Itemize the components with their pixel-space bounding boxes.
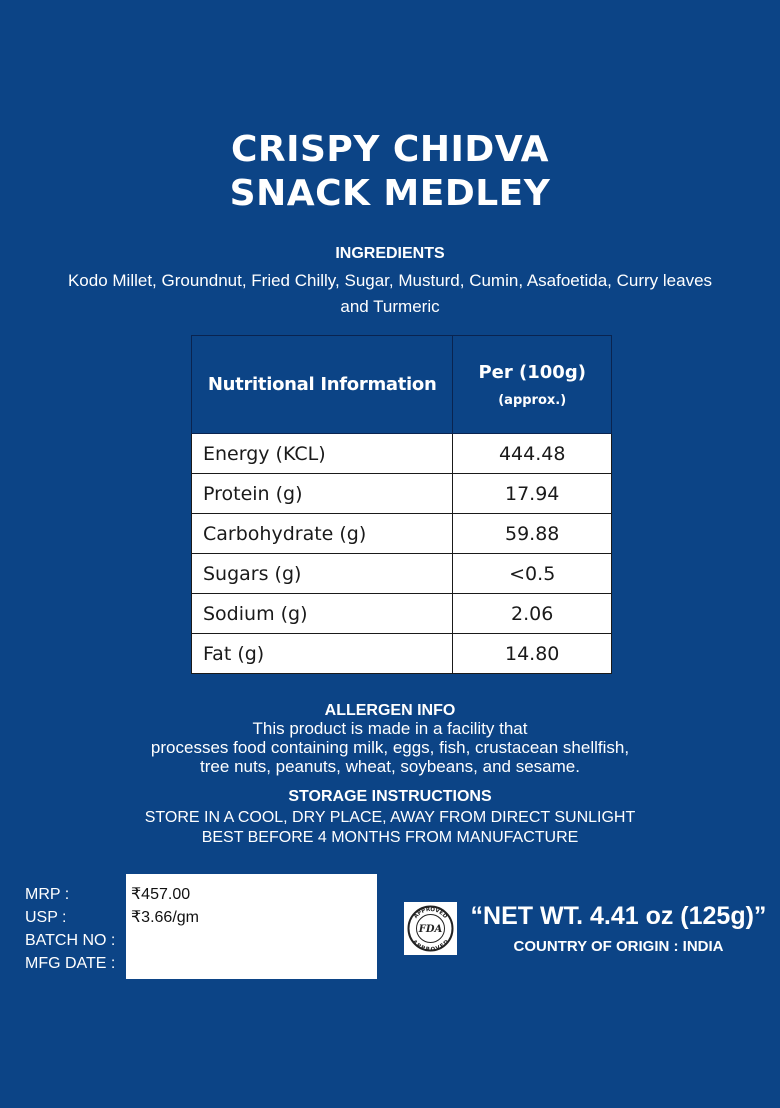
nutrition-row-fat: [192, 634, 612, 674]
nutrition-header-row: [192, 336, 612, 434]
nutrition-header-per: [453, 336, 612, 434]
ingredients-text: Kodo Millet, Groundnut, Fried Chilly, Sugar, Musturd, Cumin, Asafoetida, Curry leaves and Turmeric: [67, 271, 713, 316]
product-title-line2: SNACK MEDLEY: [229, 173, 551, 214]
allergen-line: tree nuts, peanuts, wheat, soybeans, and sesame.: [200, 757, 580, 776]
net-weight: “NET WT. 4.41 oz (125g)”: [470, 902, 767, 930]
mrp-value: ₹457.00: [131, 886, 191, 903]
nutrition-row-energy: [192, 434, 612, 474]
nutrient-name: Carbohydrate (g): [192, 514, 453, 554]
price-labels: [25, 883, 115, 975]
batch-label: BATCH NO :: [25, 932, 116, 949]
allergen-heading: ALLERGEN INFO: [324, 702, 456, 719]
approx-label: (approx.): [498, 392, 567, 408]
nutrient-value: 2.06: [453, 594, 612, 634]
nutrition-row-carbohydrate: [192, 514, 612, 554]
allergen-line: processes food containing milk, eggs, fish, crustacean shellfish,: [150, 738, 630, 757]
mrp-label: MRP :: [25, 886, 70, 903]
fda-approved-icon: [404, 902, 457, 955]
badge-top-text: APPROVED: [412, 906, 449, 920]
badge-bottom-text: APPROVED: [410, 939, 451, 954]
per-100g-label: Per (100g): [478, 361, 586, 383]
badge-center-text: FDA: [418, 924, 443, 935]
allergen-line: This product is made in a facility that: [252, 719, 528, 738]
storage-heading: STORAGE INSTRUCTIONS: [288, 788, 492, 805]
nutrient-name: Fat (g): [192, 634, 453, 674]
storage-line: STORE IN A COOL, DRY PLACE, AWAY FROM DIRECT SUNLIGHT: [144, 809, 636, 826]
price-box: [126, 874, 377, 979]
product-title-line1: CRISPY CHIDVA: [230, 129, 550, 170]
nutrient-value: 17.94: [453, 474, 612, 514]
product-title: [0, 128, 780, 216]
usp-label: USP :: [25, 909, 67, 926]
nutrient-value: 59.88: [453, 514, 612, 554]
storage-line: BEST BEFORE 4 MONTHS FROM MANUFACTURE: [201, 829, 579, 846]
country-of-origin: COUNTRY OF ORIGIN : INDIA: [513, 938, 724, 955]
nutrient-name: Energy (KCL): [192, 434, 453, 474]
nutrition-table: [191, 335, 612, 674]
nutrition-row-protein: [192, 474, 612, 514]
nutrient-value: 444.48: [453, 434, 612, 474]
storage-text: [60, 808, 720, 848]
nutrition-row-sodium: [192, 594, 612, 634]
allergen-text: [60, 719, 720, 776]
nutrient-value: <0.5: [453, 554, 612, 594]
nutrient-name: Protein (g): [192, 474, 453, 514]
mfg-date-label: MFG DATE :: [25, 955, 116, 972]
nutrient-name: Sugars (g): [192, 554, 453, 594]
ingredients-heading: INGREDIENTS: [335, 245, 445, 262]
nutrient-name: Sodium (g): [192, 594, 453, 634]
nutrition-header-name: Nutritional Information: [192, 336, 453, 434]
nutrition-row-sugars: [192, 554, 612, 594]
usp-value: ₹3.66/gm: [131, 909, 199, 926]
svg-text:APPROVED: [413, 907, 448, 920]
nutrient-value: 14.80: [453, 634, 612, 674]
